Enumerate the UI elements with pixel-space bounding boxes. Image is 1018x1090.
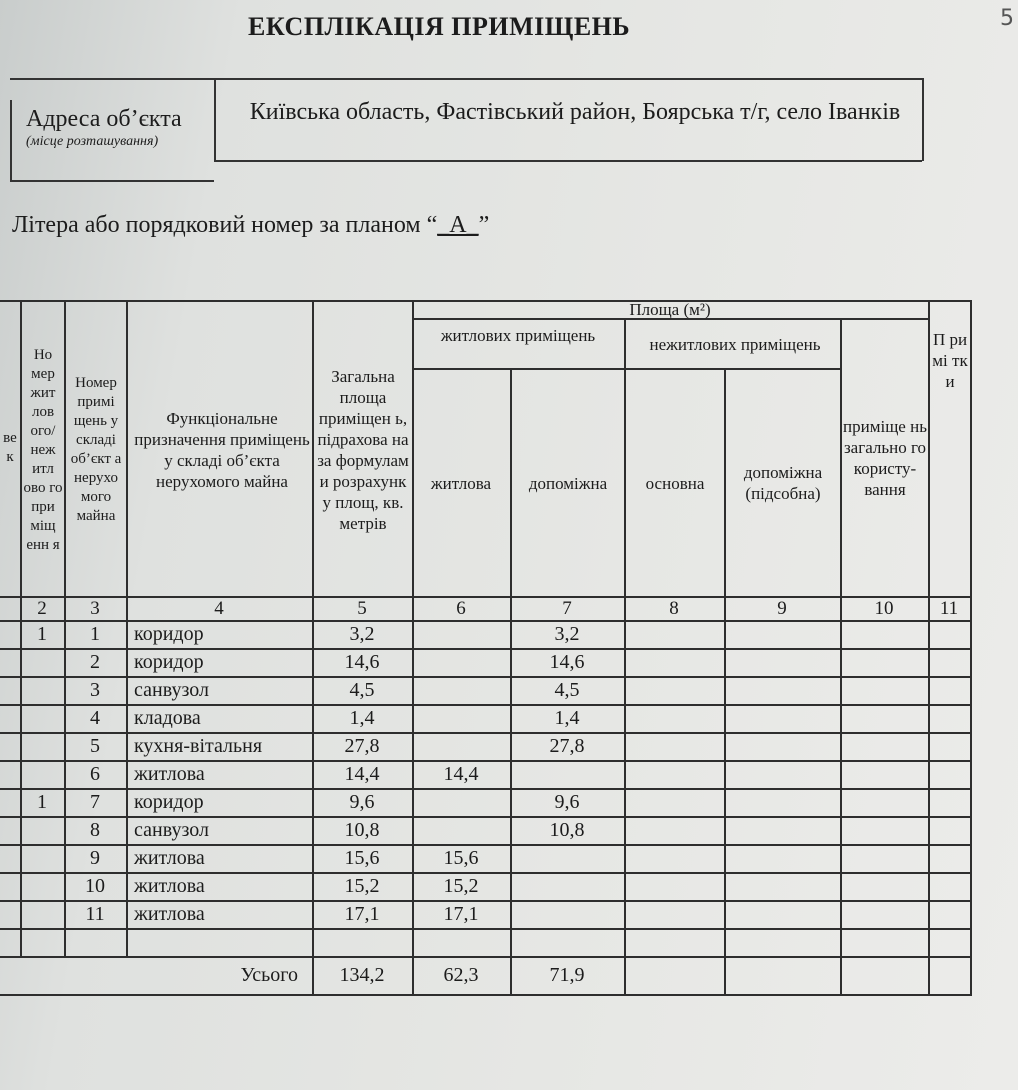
cell-room-no: 7 bbox=[90, 790, 100, 813]
cell-residential-no bbox=[20, 732, 64, 760]
cell-total-area: 9,6 bbox=[349, 790, 375, 813]
cell-total-area: 14,6 bbox=[344, 650, 380, 673]
cell-total-area: 17,1 bbox=[344, 902, 380, 925]
cell-purpose bbox=[126, 928, 312, 956]
total-residential: 62,3 bbox=[443, 963, 479, 986]
area-group-header: Площа (м²) bbox=[629, 299, 711, 319]
cell-purpose: кладова bbox=[134, 706, 201, 729]
letter-prefix: Літера або порядковий номер за планом “ bbox=[12, 212, 438, 238]
cell-room-no: 5 bbox=[90, 734, 100, 757]
cell-room-no: 10 bbox=[85, 874, 105, 897]
col-header-7: допоміжна bbox=[528, 473, 608, 493]
cell-purpose: житлова bbox=[134, 874, 205, 897]
address-label: Адреса об’єкта bbox=[26, 106, 182, 132]
cell-purpose: коридор bbox=[134, 622, 204, 645]
cell-residential-no bbox=[20, 760, 64, 788]
cell-total-area: 27,8 bbox=[344, 734, 380, 757]
cell-purpose: санвузол bbox=[134, 678, 209, 701]
cell-auxiliary-area: 3,2 bbox=[554, 622, 580, 645]
cell-room-no: 8 bbox=[90, 818, 100, 841]
cell-residential-area: 14,4 bbox=[443, 762, 479, 785]
cell-residential-no bbox=[20, 648, 64, 676]
col-number: 6 bbox=[456, 597, 466, 619]
col-header-4: Функціональне призначення приміщень у складі об’єкта нерухомого майна bbox=[134, 409, 310, 491]
cell-auxiliary-area: 1,4 bbox=[554, 706, 580, 729]
cell-residential-no: 1 bbox=[37, 622, 47, 645]
total-label: Усього bbox=[240, 963, 298, 986]
cell-room-no bbox=[64, 928, 126, 956]
cell-auxiliary-area bbox=[510, 760, 624, 788]
corner-page-mark: 5 bbox=[1000, 6, 1014, 31]
col-number: 9 bbox=[777, 597, 787, 619]
col-header-9: допоміжна (підсобна) bbox=[743, 463, 823, 503]
cell-room-no: 11 bbox=[85, 902, 105, 925]
cell-total-area bbox=[312, 928, 412, 956]
cell-auxiliary-area: 14,6 bbox=[549, 650, 585, 673]
cell-residential-no bbox=[20, 676, 64, 704]
cell-purpose: коридор bbox=[134, 790, 204, 813]
nonresidential-header: нежитлових приміщень bbox=[649, 334, 821, 354]
document-title: ЕКСПЛІКАЦІЯ ПРИМІЩЕНЬ bbox=[248, 12, 631, 41]
cell-auxiliary-area bbox=[510, 900, 624, 928]
col-header-10: приміще нь загально го користу- вання bbox=[843, 417, 927, 499]
col-header-8: основна bbox=[645, 473, 705, 493]
cell-residential-no bbox=[20, 816, 64, 844]
col-number: 2 bbox=[37, 597, 47, 619]
cell-residential-area bbox=[412, 704, 510, 732]
cell-residential-area bbox=[412, 928, 510, 956]
cell-residential-area bbox=[412, 788, 510, 816]
col-number: 3 bbox=[90, 597, 100, 619]
cell-residential-no bbox=[20, 844, 64, 872]
cell-residential-no bbox=[20, 704, 64, 732]
total-auxiliary: 71,9 bbox=[549, 963, 585, 986]
cell-total-area: 14,4 bbox=[344, 762, 380, 785]
cell-residential-no bbox=[20, 928, 64, 956]
col-header-5: Загальна площа приміщен ь, підрахова на за формулам и розрахунк у площ, кв. метрів bbox=[317, 367, 409, 533]
letter-suffix: ” bbox=[478, 212, 490, 238]
address-sublabel: (місце розташування) bbox=[26, 134, 159, 149]
cell-room-no: 4 bbox=[90, 706, 100, 729]
cell-total-area: 1,4 bbox=[349, 706, 375, 729]
cell-total-area: 15,2 bbox=[344, 874, 380, 897]
cell-residential-area bbox=[412, 816, 510, 844]
cell-residential-no bbox=[20, 872, 64, 900]
address-value: Київська область, Фастівський район, Боярська т/г, село Іванків bbox=[249, 99, 901, 125]
cell-auxiliary-area: 4,5 bbox=[554, 678, 580, 701]
cell-auxiliary-area bbox=[510, 844, 624, 872]
cell-residential-area bbox=[412, 676, 510, 704]
cell-residential-area: 15,6 bbox=[443, 846, 479, 869]
cell-auxiliary-area: 10,8 bbox=[549, 818, 585, 841]
col-header-11: П ри мі тк и bbox=[932, 329, 968, 391]
cell-auxiliary-area: 27,8 bbox=[549, 734, 585, 757]
total-area: 134,2 bbox=[339, 963, 385, 986]
cell-room-no: 9 bbox=[90, 846, 100, 869]
cell-residential-area: 17,1 bbox=[443, 902, 479, 925]
col-header-1: ве к bbox=[3, 430, 17, 465]
col-number: 10 bbox=[874, 597, 894, 619]
cell-residential-area bbox=[412, 732, 510, 760]
col-header-2: Но мер жит лов ого/ неж итл ово го при міщ енн я bbox=[23, 346, 63, 553]
cell-residential-area: 15,2 bbox=[443, 874, 479, 897]
cell-purpose: житлова bbox=[134, 762, 205, 785]
cell-total-area: 3,2 bbox=[349, 622, 375, 645]
cell-residential-no bbox=[20, 900, 64, 928]
residential-header: житлових приміщень bbox=[440, 325, 596, 345]
letter-value: _А_ bbox=[437, 212, 479, 238]
cell-purpose: санвузол bbox=[134, 818, 209, 841]
cell-auxiliary-area bbox=[510, 928, 624, 956]
cell-total-area: 10,8 bbox=[344, 818, 380, 841]
cell-purpose: коридор bbox=[134, 650, 204, 673]
cell-auxiliary-area bbox=[510, 872, 624, 900]
cell-room-no: 1 bbox=[90, 622, 100, 645]
col-number: 4 bbox=[214, 597, 224, 619]
cell-total-area: 15,6 bbox=[344, 846, 380, 869]
col-number: 7 bbox=[562, 597, 572, 619]
cell-residential-area bbox=[412, 648, 510, 676]
cell-room-no: 2 bbox=[90, 650, 100, 673]
col-header-6: житлова bbox=[430, 473, 492, 493]
cell-purpose: кухня-вітальня bbox=[134, 734, 263, 757]
cell-room-no: 6 bbox=[90, 762, 100, 785]
col-header-3: Номер примі щень у складі об’єкт а нерухо мого майна bbox=[70, 375, 122, 524]
col-number: 8 bbox=[669, 597, 679, 619]
cell-purpose: житлова bbox=[134, 902, 205, 925]
cell-room-no: 3 bbox=[90, 678, 100, 701]
cell-residential-no: 1 bbox=[37, 790, 47, 813]
col-number: 11 bbox=[939, 597, 959, 619]
col-number: 5 bbox=[357, 597, 367, 619]
cell-auxiliary-area: 9,6 bbox=[554, 790, 580, 813]
cell-total-area: 4,5 bbox=[349, 678, 375, 701]
cell-purpose: житлова bbox=[134, 846, 205, 869]
cell-residential-area bbox=[412, 620, 510, 648]
